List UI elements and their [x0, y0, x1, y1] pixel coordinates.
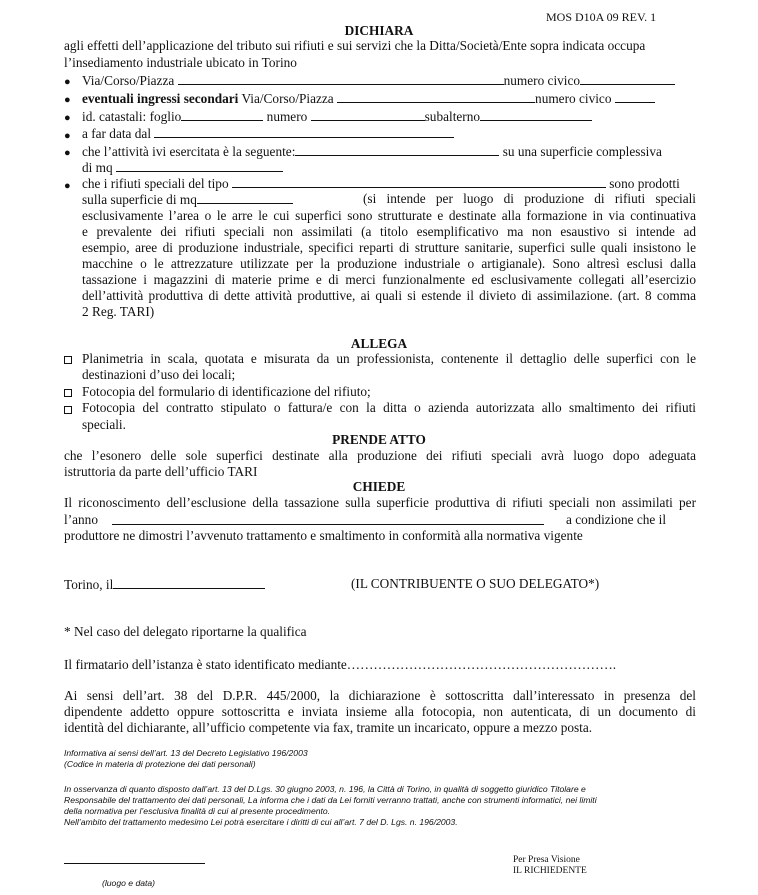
superficie-mq-input-line[interactable] — [197, 191, 293, 204]
field-row-attivita — [82, 143, 662, 160]
chiede-line-3: produttore ne dimostri l’avvenuto trattamento e smaltimento in conformità alla normativa vigente — [64, 528, 583, 543]
anno-label: l’anno — [64, 512, 98, 527]
rifiuti-tipo-input-line[interactable] — [232, 175, 606, 188]
data-input-line[interactable] — [154, 125, 454, 138]
bullet-dot: ● — [64, 180, 71, 192]
field-row-rifiuti — [82, 175, 680, 192]
bullet-dot: ● — [64, 130, 71, 142]
dpr-line: Ai sensi dell’art. 38 del D.P.R. 445/2000, la dichiarazione è sottoscritta dall’interessato in presenza del — [64, 688, 696, 703]
prodotti-label: sono prodotti — [609, 176, 680, 191]
foglio-label: id. catastali: foglio — [82, 109, 182, 124]
subalterno-label: subalterno — [424, 109, 481, 124]
allega-item-3-line-2: speciali. — [82, 417, 126, 432]
richiedente-label: IL RICHIEDENTE — [513, 866, 587, 876]
field-row-data — [82, 125, 454, 142]
attivita-label: che l’attività ivi esercitata è la seguente: — [82, 144, 296, 159]
condizione-text: a condizione che il — [566, 512, 667, 527]
bullet-dot: ● — [64, 112, 71, 124]
checkbox-formulario[interactable] — [64, 389, 72, 397]
anno-input-line[interactable] — [112, 512, 544, 525]
field-row-ingressi — [82, 90, 655, 107]
informativa-title-1: Informativa ai sensi dell’art. 13 del Decreto Legislativo 196/2003 — [64, 748, 308, 758]
presa-visione-label: Per Presa Visione — [513, 855, 580, 865]
chiede-line-1: Il riconoscimento dell’esclusione della tassazione sulla superficie produttiva di rifiuti speciali non assimilati per — [64, 495, 696, 510]
numero-civico-2-input-line[interactable] — [615, 90, 655, 103]
dichiara-intro-line-2: l’insediamento industriale ubicato in Torino — [64, 55, 297, 70]
section-title-prende-atto: PRENDE ATTO — [332, 432, 426, 447]
mq-input-line[interactable] — [116, 159, 283, 172]
rifiuti-label: che i rifiuti speciali del tipo — [82, 176, 229, 191]
torino-date-input-line[interactable] — [113, 576, 265, 589]
rifiuti-description-line: esempio, aree di produzione industriale, specifici reparti di strutture sanitarie, superfici sulle quali insistono le — [82, 240, 696, 255]
attivita-input-line[interactable] — [295, 143, 499, 156]
dpr-line: dipendente addetto oppure sottoscritta e inviata insieme alla fotocopia, non autenticata, di un documento di — [64, 704, 696, 719]
allega-item-2: Fotocopia del formulario di identificazione del rifiuto; — [82, 384, 371, 399]
allega-item-1-line-1: Planimetria in scala, quotata e misurata da un professionista, contenente il dettaglio delle superfici con le — [82, 351, 696, 366]
informativa-body-line: della normativa per l’esclusiva finalità di cui al presente procedimento. — [64, 806, 331, 816]
via-label: Via/Corso/Piazza — [82, 73, 175, 88]
firmatario-line: Il firmatario dell’istanza è stato identificato mediante……………………………………………………. — [64, 657, 617, 672]
via-input-line[interactable] — [178, 72, 504, 85]
luogo-data-label: (luogo e data) — [102, 878, 156, 888]
checkbox-contratto[interactable] — [64, 406, 72, 414]
ingressi-label: Via/Corso/Piazza — [238, 91, 334, 106]
document-code: MOS D10A 09 REV. 1 — [546, 10, 657, 24]
field-row-superficie-mq — [82, 191, 293, 208]
field-row-via — [82, 72, 675, 89]
rifiuti-text-last: 2 Reg. TARI) — [82, 304, 155, 319]
section-title-chiede: CHIEDE — [352, 479, 406, 494]
section-title-allega: ALLEGA — [350, 336, 408, 351]
informativa-title-2: (Codice in materia di protezione dei dati personali) — [64, 759, 256, 769]
numero-label: numero — [266, 109, 308, 124]
dichiara-intro-line-1: agli effetti dell’applicazione del tributo sui rifiuti e sui servizi che la Ditta/Società/Ente sopra indicata occupa — [64, 38, 646, 53]
checkbox-planimetria[interactable] — [64, 356, 72, 364]
dpr-last-line: identità del dichiarante, all’ufficio competente via fax, tramite un incaricato, oppure a mezzo posta. — [64, 720, 593, 735]
ingressi-label-bold: eventuali ingressi secondari — [82, 91, 239, 106]
informativa-body-line: Nell’ambito del trattamento medesimo Lei potrà esercitare i diritti di cui all’art. 7 del D. Lgs. n. 196/2003. — [64, 817, 458, 827]
numero-civico-label: numero civico — [503, 73, 581, 88]
bullet-dot: ● — [64, 76, 71, 88]
rifiuti-description-line: dell’attività produttiva di dette attività produttive, ai quali si estende il divieto di assimilazione. (art. 8 comma — [82, 288, 696, 303]
allega-item-1-line-2: destinazioni d’uso dei locali; — [82, 367, 236, 382]
allega-item-3-line-1: Fotocopia del contratto stipulato o fattura/e con la ditta o azienda autorizzata allo smaltimento dei rifiuti — [82, 400, 696, 415]
rifiuti-description-line: esclusivamente l’area o le arre le cui superfici sono strutturate e destinate alla formazione in via continuativa — [82, 208, 696, 223]
rifiuti-description-line: macchine o le attrezzature utilizzate per la produzione industriale o artigianale). Sono altresì esclusi dalla — [82, 256, 696, 271]
numero-input-line[interactable] — [311, 108, 425, 121]
field-row-mq — [82, 159, 283, 176]
numero-civico-input-line[interactable] — [580, 72, 675, 85]
torino-label: Torino, il — [64, 577, 114, 592]
rifiuti-description-line: tassazione i magazzini di materie prime e di merci funzionalmente ed esclusivamente collegati all’esercizio — [82, 272, 696, 287]
informativa-body-line: Responsabile del trattamento dei dati personali, La informa che i dati da Lei forniti verranno trattati, anche con strumenti informatici, nei limiti — [64, 795, 597, 805]
subalterno-input-line[interactable] — [480, 108, 592, 121]
foglio-input-line[interactable] — [181, 108, 263, 121]
data-label: a far data dal — [82, 126, 152, 141]
field-row-torino — [64, 576, 265, 593]
numero-civico-label-2: numero civico — [535, 91, 612, 106]
mq-label: di mq — [82, 160, 113, 175]
superficie-label: su una superficie complessiva — [502, 144, 662, 159]
field-row-catastali — [82, 108, 592, 125]
ingressi-input-line[interactable] — [337, 90, 535, 103]
sulla-superficie-label: sulla superficie di mq — [82, 192, 197, 207]
bullet-dot: ● — [64, 94, 71, 106]
prende-atto-line-1: che l’esonero delle sole superfici destinate alla produzione dei rifiuti speciali avrà luogo dopo adeguata — [64, 448, 696, 463]
prende-atto-line-2: istruttoria da parte dell’ufficio TARI — [64, 464, 258, 479]
field-row-anno — [64, 512, 98, 528]
section-title-dichiara: DICHIARA — [344, 23, 414, 38]
bullet-dot: ● — [64, 147, 71, 159]
contribuente-label: (IL CONTRIBUENTE O SUO DELEGATO*) — [351, 576, 600, 591]
delegato-note: * Nel caso del delegato riportarne la qualifica — [64, 624, 307, 639]
rifiuti-description-line: e prevalente dei rifiuti speciali non assimilati (a titolo esemplificativo ma non esaustivo si intende ad — [82, 224, 696, 239]
informativa-body-line: In osservanza di quanto disposto dall’art. 13 del D.Lgs. 30 giugno 2003, n. 196, la Città di Torino, in qualità di soggetto giuridico Titolare e — [64, 784, 586, 794]
rifiuti-text-first: (si intende per luogo di produzione di rifiuti speciali — [363, 191, 696, 206]
luogo-data-input-line[interactable] — [64, 851, 205, 864]
